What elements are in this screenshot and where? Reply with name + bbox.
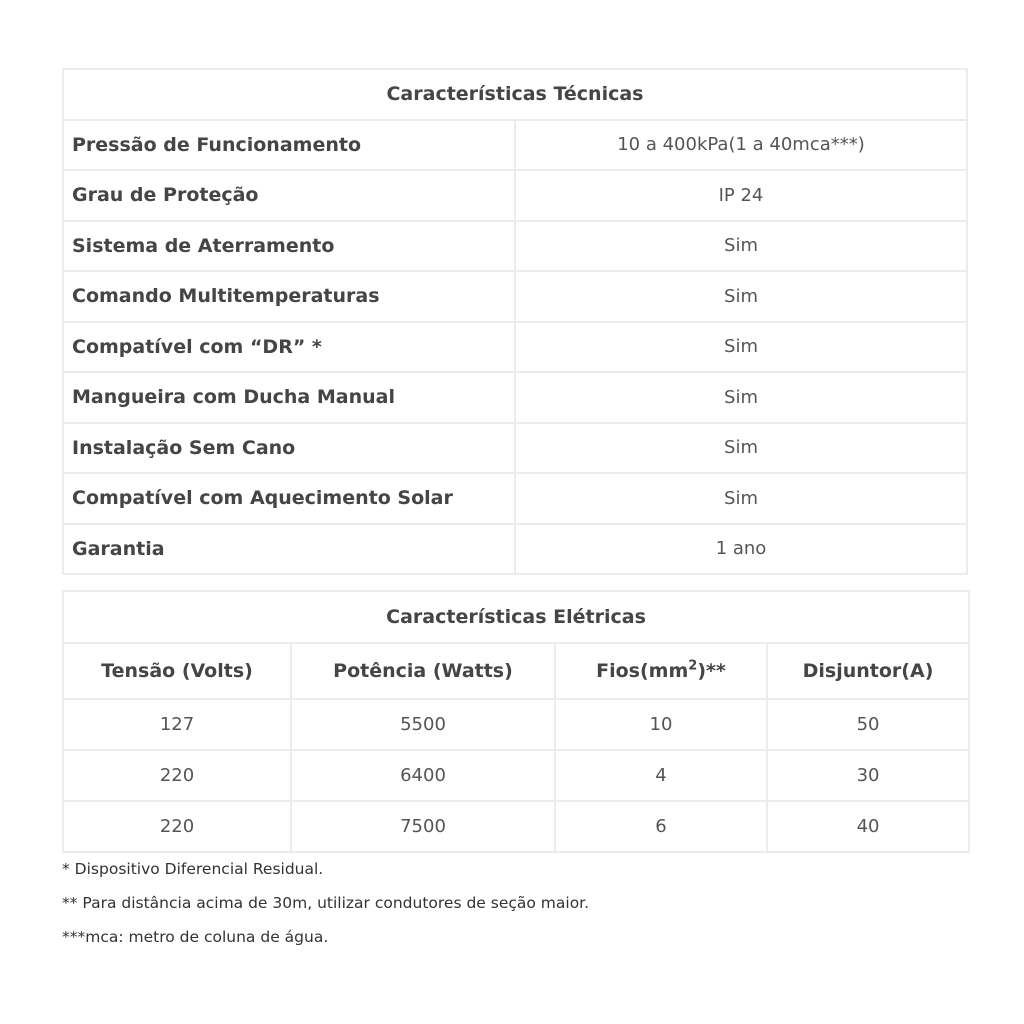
fios-header-prefix: Fios(mm [596,660,689,682]
spec-label: Mangueira com Ducha Manual [63,372,515,423]
table-row [63,801,969,852]
potencia-cell: 5500 [291,699,555,750]
column-header-potencia: Potência (Watts) [291,643,555,699]
spec-label: Pressão de Funcionamento [63,120,515,171]
tensao-cell: 220 [63,801,291,852]
table-row [63,322,967,373]
footnotes [62,852,589,954]
footnote-dr: * Dispositivo Diferencial Residual. [62,860,324,878]
potencia-cell: 6400 [291,750,555,801]
spec-label: Garantia [63,524,515,575]
table-row [63,170,967,221]
fios-header-superscript: 2 [688,658,698,674]
tensao-cell: 127 [63,699,291,750]
table-row [63,473,967,524]
table-row [63,423,967,474]
spec-value: 1 ano [515,524,967,575]
column-header-disjuntor: Disjuntor(A) [767,643,969,699]
fios-cell: 10 [555,699,767,750]
spec-label: Compatível com “DR” * [63,322,515,373]
spec-label: Compatível com Aquecimento Solar [63,473,515,524]
table-title-row [63,69,967,120]
fios-cell: 4 [555,750,767,801]
spec-value: Sim [515,322,967,373]
spec-value: Sim [515,423,967,474]
table-row [63,120,967,171]
spec-label: Sistema de Aterramento [63,221,515,272]
technical-specs-table [62,68,968,575]
spec-label: Instalação Sem Cano [63,423,515,474]
fios-cell: 6 [555,801,767,852]
footnote-mca: ***mca: metro de coluna de água. [62,928,329,946]
table-row [63,699,969,750]
column-header-fios [555,643,767,699]
disjuntor-cell: 50 [767,699,969,750]
tensao-cell: 220 [63,750,291,801]
table-header-row [63,643,969,699]
footnote-distance: ** Para distância acima de 30m, utilizar condutores de seção maior. [62,894,590,912]
table-row [63,524,967,575]
disjuntor-cell: 30 [767,750,969,801]
spec-value: IP 24 [515,170,967,221]
spec-value: Sim [515,372,967,423]
table-row [63,221,967,272]
table-title-row [63,591,969,643]
spec-label: Comando Multitemperaturas [63,271,515,322]
electrical-specs-table [62,590,970,853]
spec-value: Sim [515,271,967,322]
technical-specs-title: Características Técnicas [63,69,967,120]
column-header-tensao: Tensão (Volts) [63,643,291,699]
fios-header-suffix: )** [697,660,726,682]
table-row [63,750,969,801]
potencia-cell: 7500 [291,801,555,852]
disjuntor-cell: 40 [767,801,969,852]
spec-label: Grau de Proteção [63,170,515,221]
table-row [63,372,967,423]
spec-value: 10 a 400kPa(1 a 40mca***) [515,120,967,171]
spec-value: Sim [515,221,967,272]
electrical-specs-title: Características Elétricas [63,591,969,643]
table-row [63,271,967,322]
spec-value: Sim [515,473,967,524]
